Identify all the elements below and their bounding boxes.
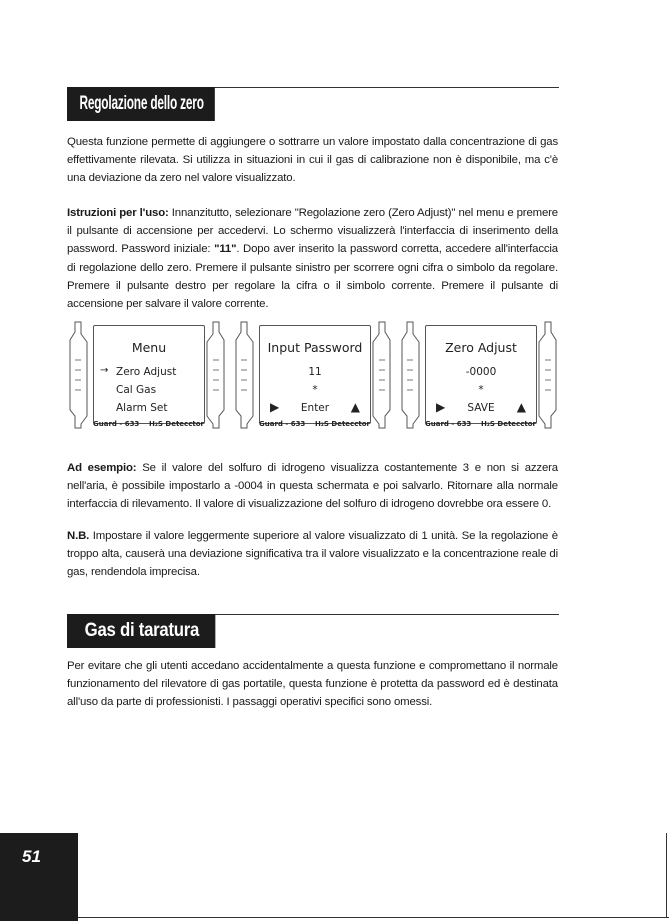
instructions-label: Istruzioni per l'uso: [67,207,169,219]
screen-title: Input Password [267,340,363,355]
screen-title: Zero Adjust [445,340,517,355]
device-model-label: Guard - 633 [259,420,306,428]
menu-item-zero-adjust: Zero Adjust [116,366,177,378]
enter-label: Enter [300,402,330,414]
nb-label: N.B. [67,530,90,542]
calibration-paragraph [67,657,558,712]
selection-arrow-icon: → [100,365,109,376]
device-screen [259,325,371,424]
instructions-text-a: Innanzitutto, selezionare "Regolazione zero (Zero Adjust)" nel menu e premere il pulsante di accensione per accedervi. Lo schermo visualizzerà l'interfaccia di inserimento della password. Password iniziale: [67,207,558,256]
example-text: Se il valore del solfuro di idrogeno visualizza costantemente 3 e non si azzera nell'aria, è possibile impostarlo a -0004 in questa schermata e poi salvarlo. Ritornare alla normale interfaccia di rilevamento. Il valore di visualizzazione del solfuro di idrogeno dovrebbe ora essere 0. [67,462,558,511]
footer-side-rule [666,833,667,917]
device-model-label: Guard - 633 [425,420,472,428]
instructions-paragraph [67,204,558,313]
example-label: Ad esempio: [67,462,137,474]
example-paragraph [67,459,558,514]
intro-text: Questa funzione permette di aggiungere o sottrarre un valore impostato dalla concentrazione di gas effettivamente rilevata. Si utilizza in situazioni in cui il gas di calibrazione non è disponibile, ma c'è una deviazione da zero nel valore visualizzato. [67,136,558,185]
save-label: SAVE [467,402,495,414]
menu-item-alarm-set: Alarm Set [116,402,168,414]
initial-password: "11" [214,243,237,256]
menu-item-cal-gas: Cal Gas [116,384,157,396]
instructions-text-b: . Dopo aver inserito la password corretta, accedere all'interfaccia di regolazione dello zero. Premere il pulsante sinistro per scorrere ogni cifra o simbolo da regolare. Premere il pulsante destro per regolare la cifra o il simbolo corrente. Premere il pulsante di accensione per salvare il valore corrente. [67,243,558,311]
zero-value: -0000 [465,366,497,378]
device-zero-adjust [399,320,559,430]
nb-text: Impostare il valore leggermente superiore al valore visualizzato di 1 unità. Se la regolazione è troppo alta, causerà una deviazione significativa tra il valore visualizzato e la concentrazione reale di gas, rendendola imprecisa. [67,530,558,579]
page-number: 51 [22,847,41,866]
section-header-calibration-gas [67,614,559,648]
calibration-text: Per evitare che gli utenti accedano accidentalmente a questa funzione e compromettano il normale funzionamento del rilevatore di gas portatile, questa funzione è protetta da password ed è destinata all'uso da parte di professionisti. I passaggi operativi specifici sono omessi. [67,660,558,709]
play-icon: ▶ [270,400,280,414]
intro-paragraph [67,133,558,188]
screen-title: Menu [131,340,167,355]
device-screen [425,325,537,424]
play-icon: ▶ [436,400,446,414]
device-sensor-label: H₂S Detecctor [315,420,370,428]
section-title: Regolazione dello zero [67,87,215,121]
digit-marker: * [478,384,484,396]
section-header-zero-adjust [67,87,559,121]
page-number-tab [0,833,78,921]
digit-marker: * [312,384,318,396]
triangle-up-icon: ▲ [516,400,526,414]
footer-rule [78,917,669,918]
nb-paragraph [67,527,558,582]
section-title: Gas di taratura [67,614,215,648]
device-input-password [233,320,393,430]
device-sensor-label: H₂S Detecctor [149,420,204,428]
device-menu [67,320,227,430]
device-model-label: Guard - 633 [93,420,140,428]
device-screen [93,325,205,424]
password-value: 11 [308,366,322,378]
triangle-up-icon: ▲ [350,400,360,414]
device-sensor-label: H₂S Detecctor [481,420,536,428]
